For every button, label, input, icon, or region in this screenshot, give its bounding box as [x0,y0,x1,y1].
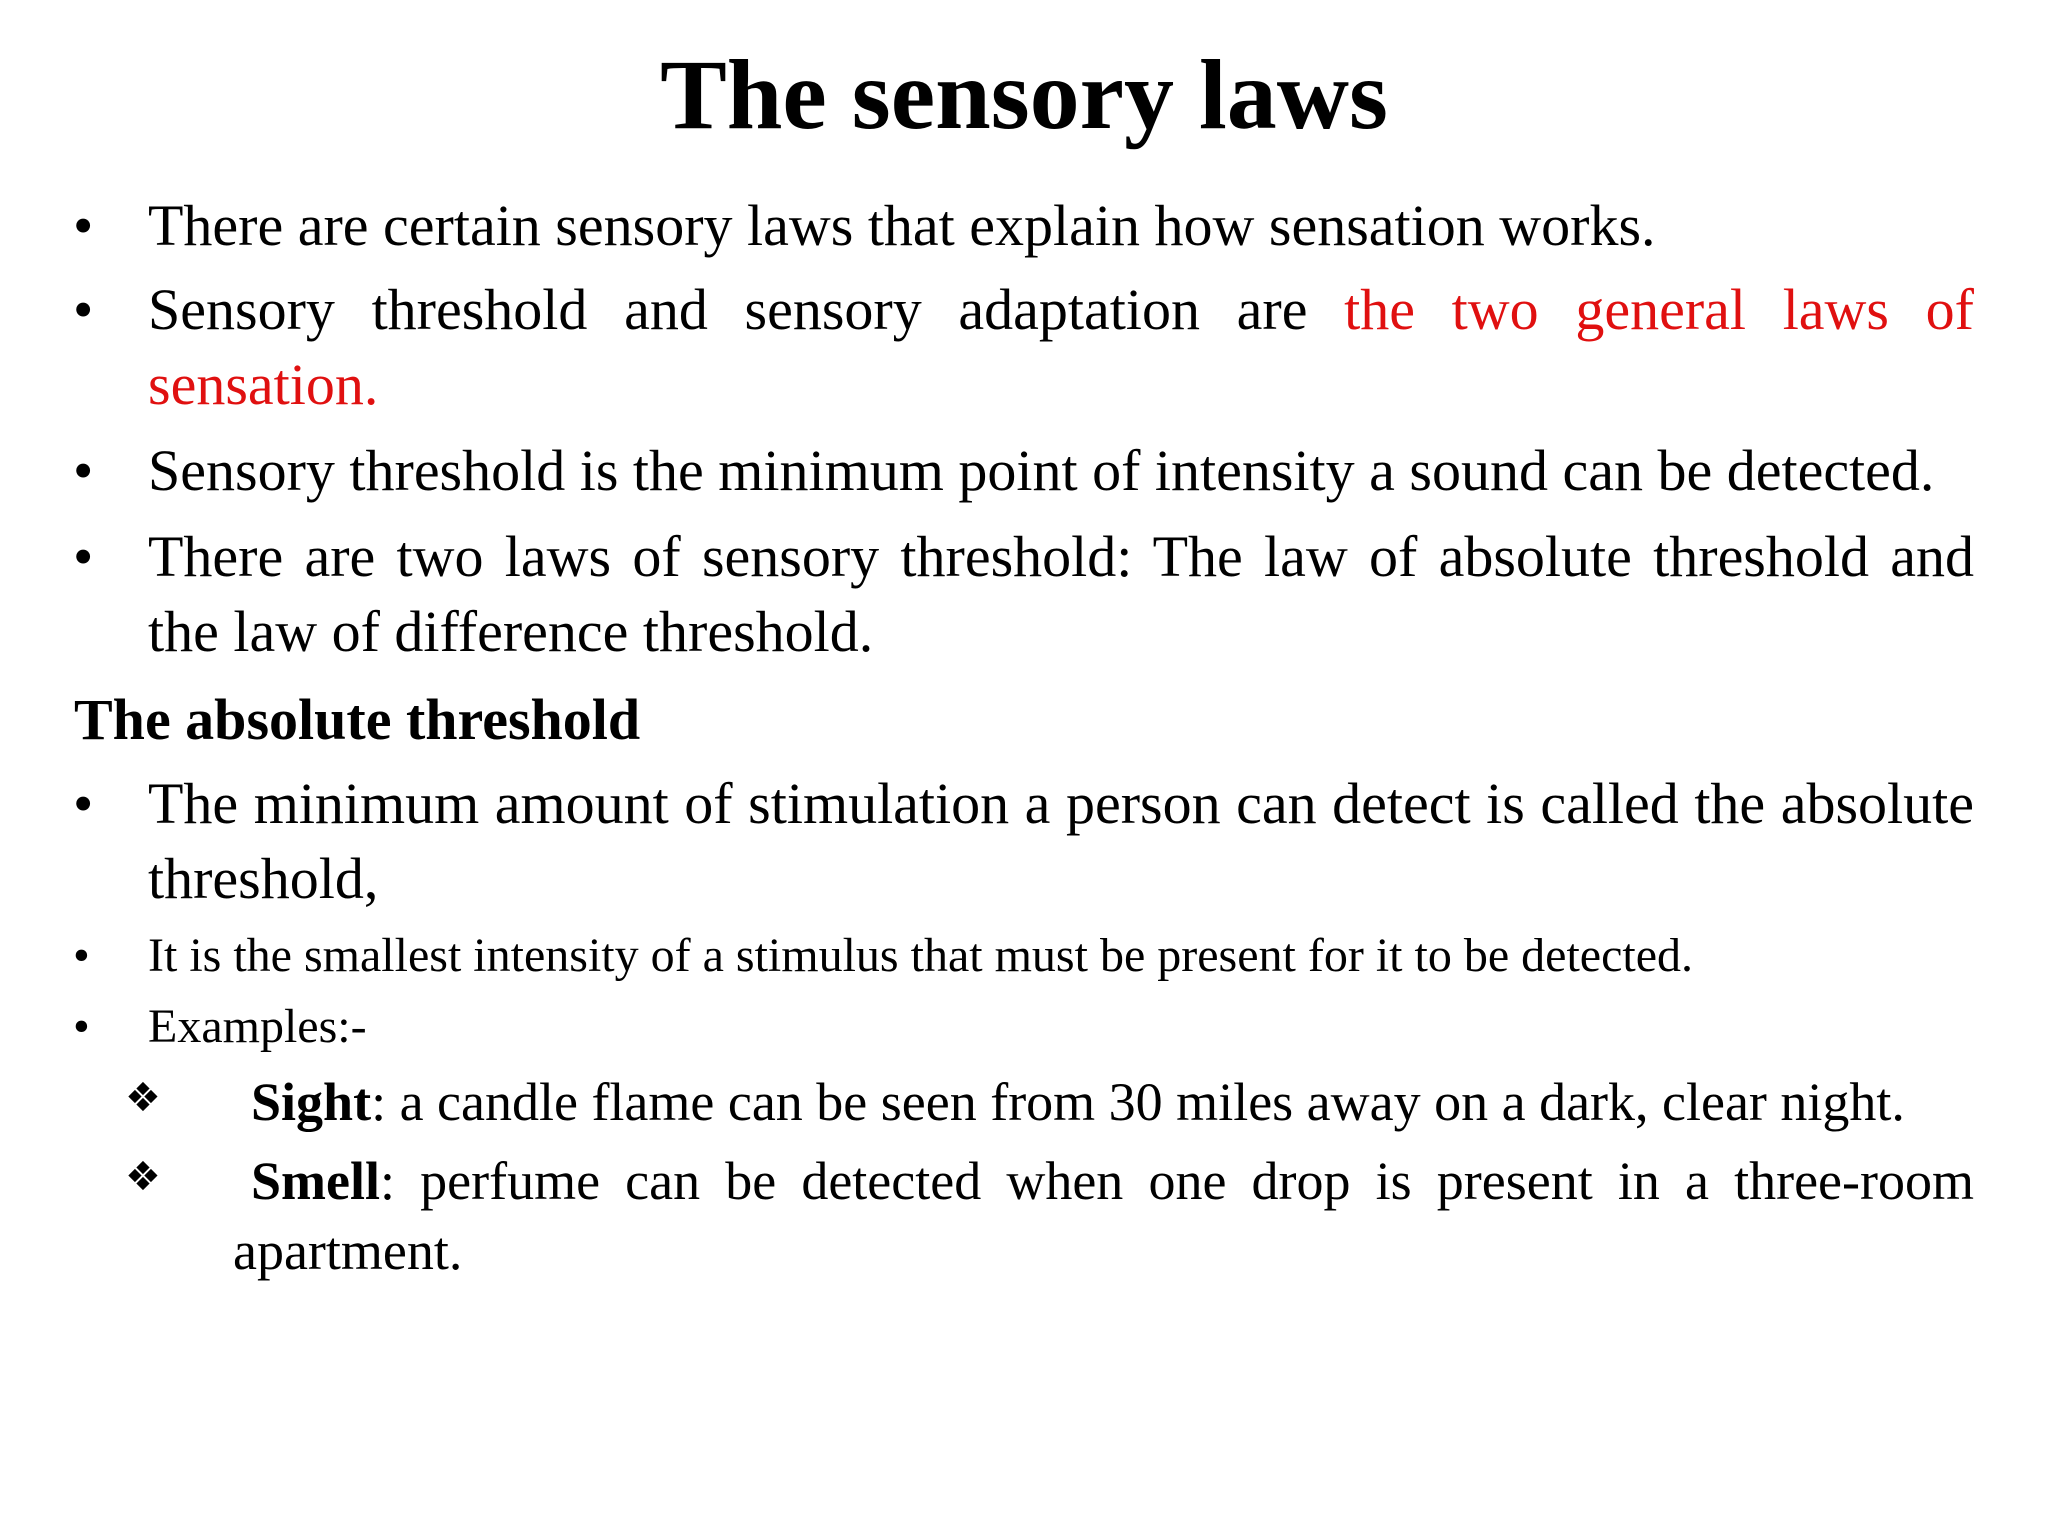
bullet-marker: • [73,524,94,589]
bullet-marker: • [73,1000,90,1053]
bullet-item-4 [0,519,1974,669]
bullet-marker: • [73,771,94,836]
bullet-text: Sensory threshold is the minimum point of intensity a sound can be detected. [148,438,1935,503]
bullet-marker: • [73,929,90,982]
example-item-sight [0,1067,1974,1137]
section-bullet-item-3 [0,996,1974,1058]
section-heading: The absolute threshold [74,687,641,752]
bullet-marker: • [73,193,94,258]
slide-body [0,188,2048,1286]
example-term: Sight [251,1072,372,1132]
bullet-marker: • [73,438,94,503]
example-item-smell [0,1146,1974,1286]
diamond-bullet-icon: ❖ [125,1075,161,1121]
bullet-item-3 [0,433,1974,508]
bullet-text: There are two laws of sensory threshold: The law of absolute threshold and the law of difference threshold. [148,524,1974,664]
example-text: : perfume can be detected when one drop is present in a three-room apartment. [233,1151,1974,1281]
section-bullet-item-1 [0,766,1974,916]
slide-title: The sensory laws [660,39,1388,150]
example-term: Smell [251,1151,380,1211]
diamond-bullet-icon: ❖ [125,1154,161,1200]
section-bullet-item-2 [0,925,1974,987]
bullet-text: The minimum amount of stimulation a person can detect is called the absolute threshold, [148,771,1974,911]
bullet-text: Sensory threshold and sensory adaptation are [148,277,1345,342]
bullet-text: There are certain sensory laws that explain how sensation works. [148,193,1656,258]
highlighted-text: the two general laws of sensation. [148,277,1974,417]
bullet-item-1 [0,188,1974,263]
example-text: : a candle flame can be seen from 30 miles away on a dark, clear night. [371,1072,1905,1132]
bullet-text: It is the smallest intensity of a stimulus that must be present for it to be detected. [148,929,1694,982]
bullet-item-2 [0,272,1974,422]
bullet-text: Examples:- [148,1000,367,1053]
bullet-marker: • [73,277,94,342]
